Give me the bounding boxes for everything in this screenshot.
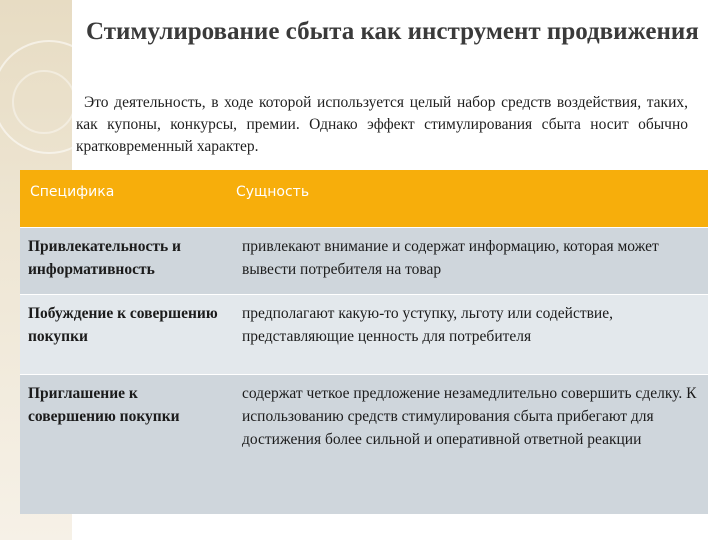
spec-table [20, 170, 708, 514]
header-essence: Сущность [226, 170, 708, 227]
row-specific: Побуждение к совершению покупки [20, 294, 226, 374]
row-essence: привлекают внимание и содержат информацию, которая может вывести потребителя на товар [226, 227, 708, 294]
row-specific: Приглашение к совершению покупки [20, 374, 226, 514]
row-essence: содержат четкое предложение незамедлительно совершить сделку. К использованию средств стимулирования сбыта прибегают для достижения более сильной и оперативной ответной реакции [226, 374, 708, 514]
table-row [20, 374, 708, 514]
slide-title: Стимулирование сбыта как инструмент продвижения [86, 18, 699, 45]
decorative-circle-inner [12, 70, 76, 134]
row-specific: Привлекательность и информативность [20, 227, 226, 294]
row-essence: предполагают какую-то уступку, льготу или содействие, представляющие ценность для потребителя [226, 294, 708, 374]
table-row [20, 227, 708, 294]
table-header-row [20, 170, 708, 227]
header-specific: Специфика [20, 170, 226, 227]
intro-paragraph: Это деятельность, в ходе которой используется целый набор средств воздействия, таких, как купоны, конкурсы, премии. Однако эффект стимулирования сбыта носит обычно кратковременный характер. [76, 94, 688, 155]
table-row [20, 294, 708, 374]
